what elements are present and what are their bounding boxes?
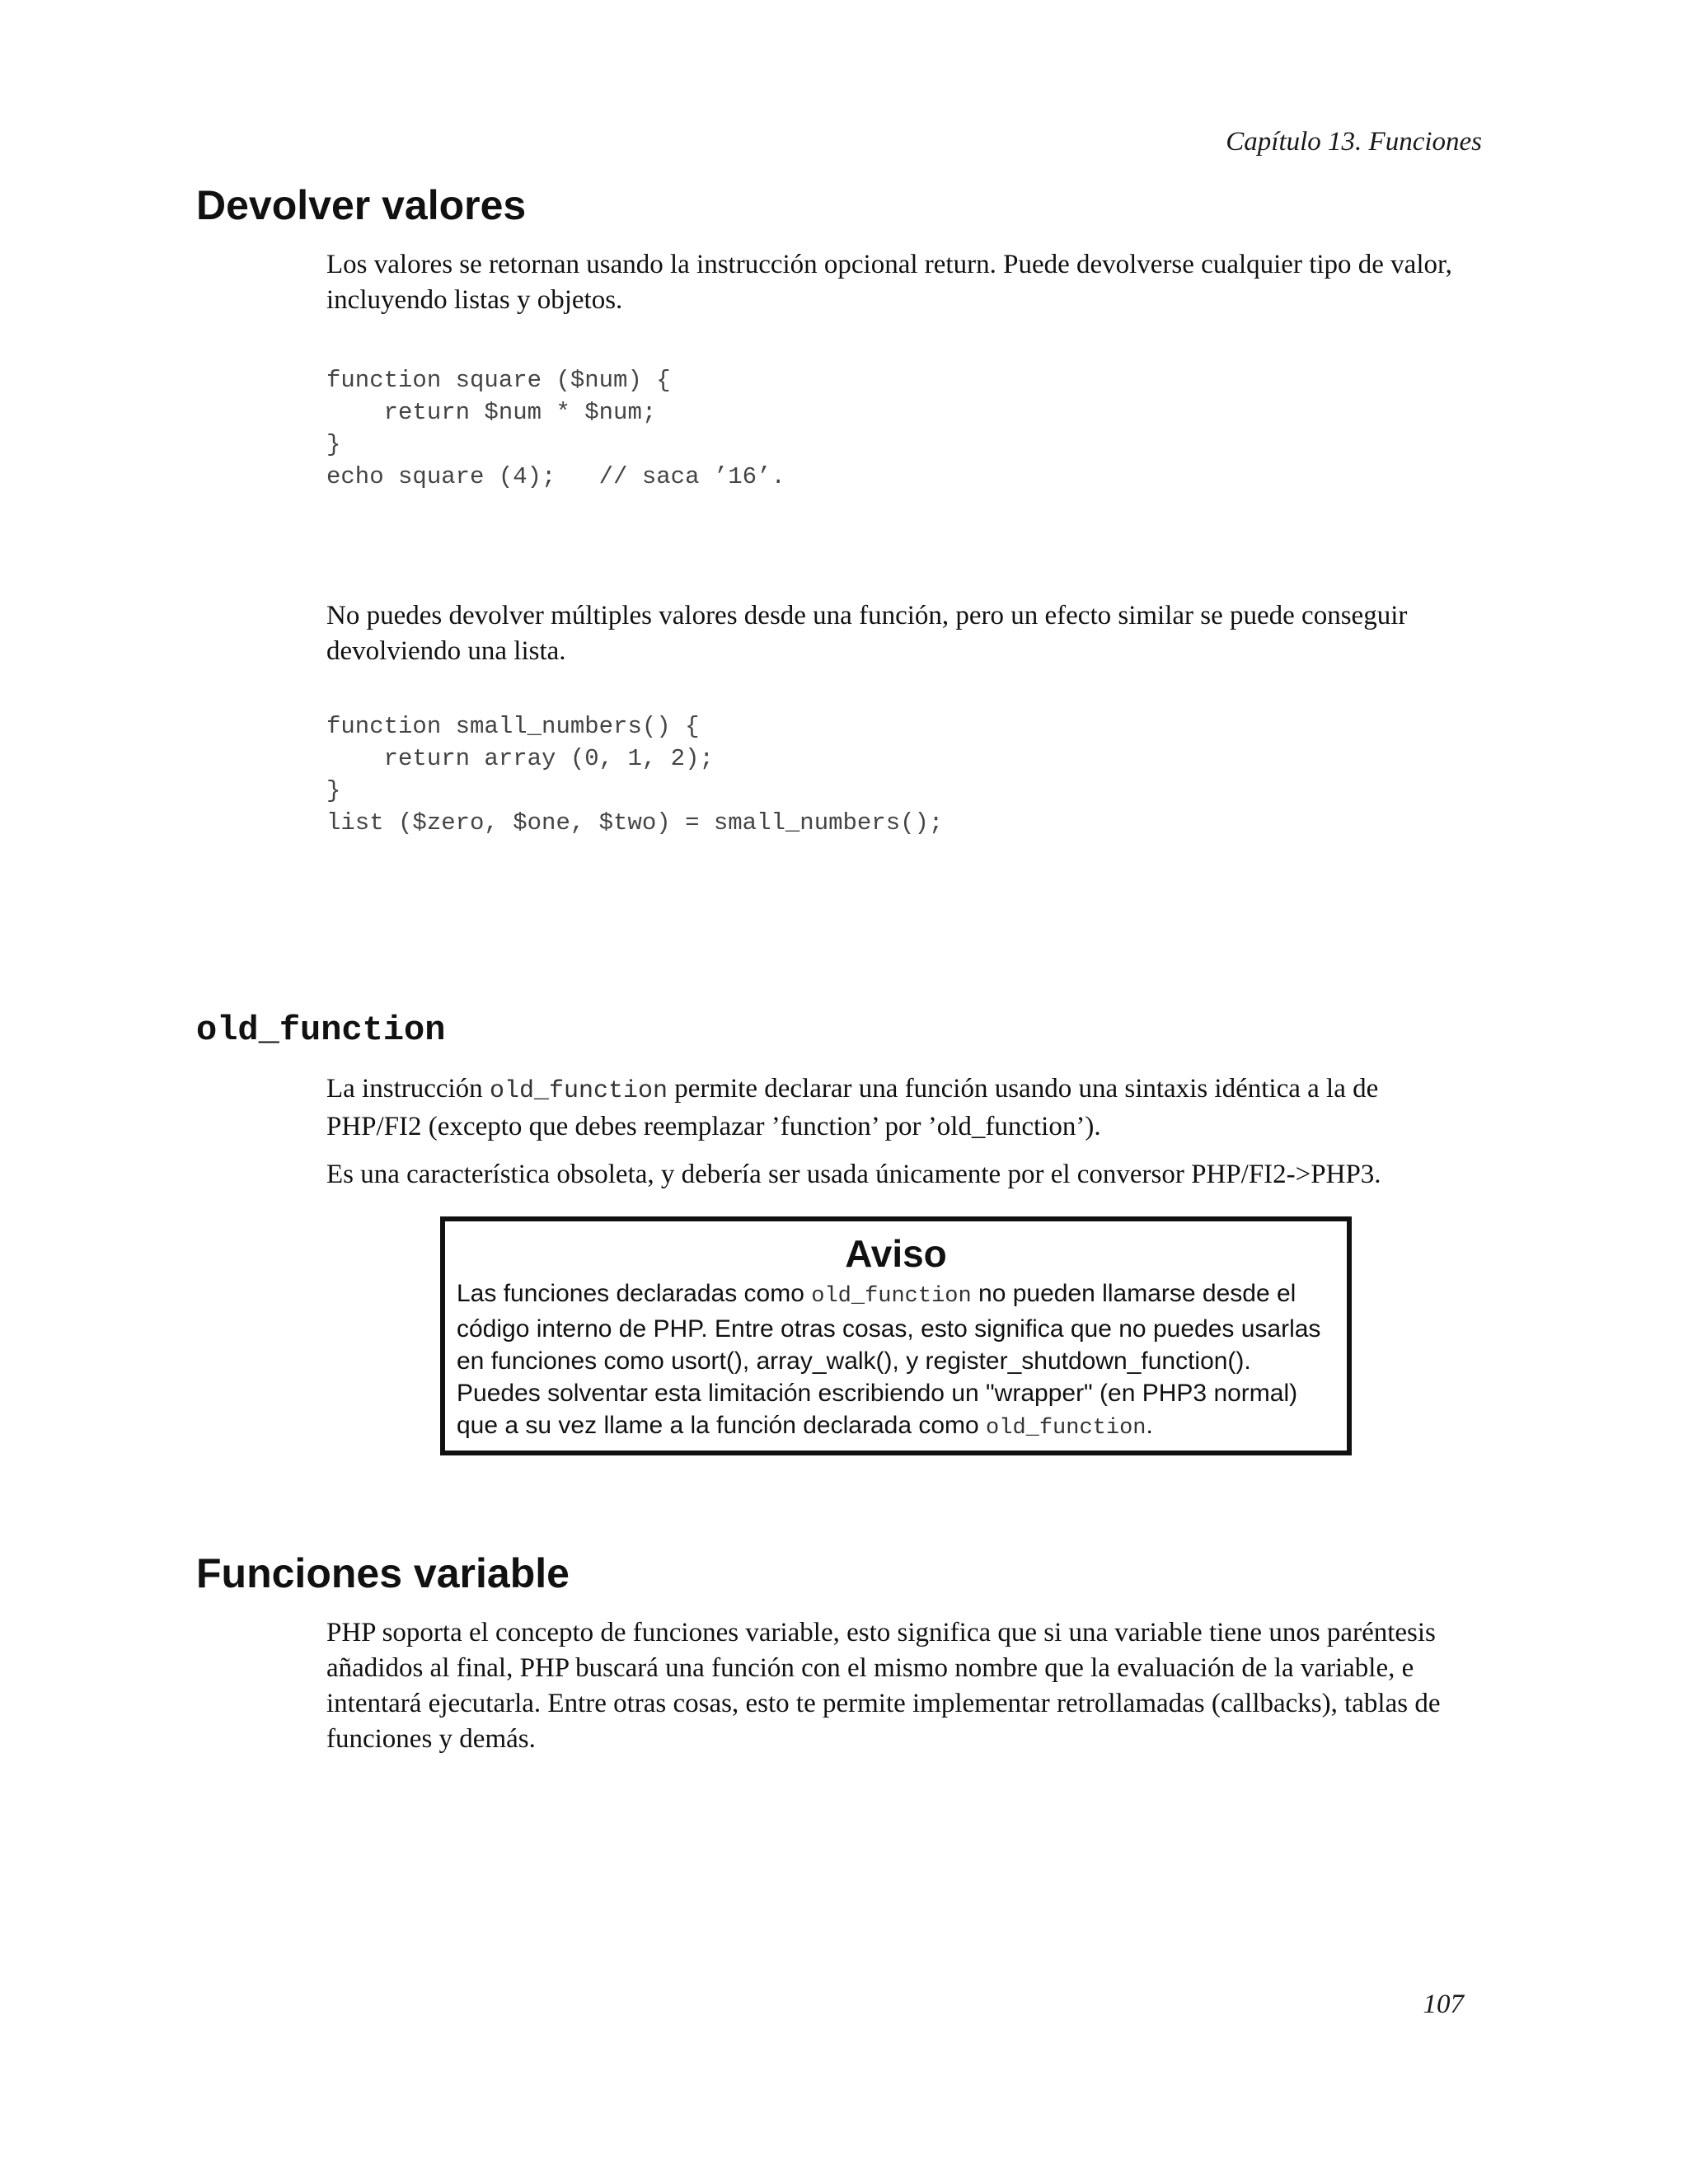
code-example-square: function square ($num) { return $num * $num; } echo square (4); // saca ’16’. <box>326 367 785 490</box>
old-function-para2: Es una característica obsoleta, y debería ser usada únicamente por el conversor PHP/FI2->PHP3. <box>326 1160 1381 1189</box>
returning-values-para2: No puedes devolver múltiples valores desde una función, pero un efecto similar se puede conseguir devolviendo una lista. <box>326 601 1408 666</box>
returning-values-intro: Los valores se retornan usando la instrucción opcional return. Puede devolverse cualquier tipo de valor, incluyendo listas y objetos. <box>326 250 1452 315</box>
warning-text-after: . <box>1146 1412 1153 1439</box>
warning-text <box>457 1277 1335 1445</box>
warning-text-middle: no pueden llamarse desde el código interno de PHP. Entre otras cosas, esto significa que no puedes usarlas en funciones como usort(), array_walk(), y register_shutdown_function(). Puedes solventar esta limitación escribiendo un "wrapper" (en PHP3 normal) que a su vez llame a la función declarada como <box>457 1280 1321 1439</box>
code-example-small-numbers: function small_numbers() { return array (0, 1, 2); } list ($zero, $one, $two) = small_numbers(); <box>326 713 944 837</box>
running-header: Capítulo 13. Funciones <box>1226 127 1482 157</box>
warning-title: Aviso <box>845 1232 947 1275</box>
warning-text-before: Las funciones declaradas como <box>457 1280 812 1307</box>
old-function-para1 <box>326 1071 1464 1145</box>
section-title-returning-values: Devolver valores <box>196 182 527 228</box>
section-title-variable-functions: Funciones variable <box>196 1550 570 1596</box>
warning-box <box>440 1216 1352 1455</box>
variable-functions-para1: PHP soporta el concepto de funciones variable, esto significa que si una variable tiene unos paréntesis añadidos al final, PHP buscará una función con el mismo nombre que la evaluación de la variable, e intentará ejecutarla. Entre otras cosas, esto te permite implementar retrollamadas (callbacks), tablas de funciones y demás. <box>326 1618 1441 1754</box>
old-function-para1-text-after: permite declarar una función usando una sintaxis idéntica a la de PHP/FI2 (excepto que debes reemplazar ’function’ por ’old_function’). <box>326 1074 1379 1141</box>
inline-code-old-function: old_function <box>489 1077 668 1105</box>
old-function-para1-text-before: La instrucción <box>326 1074 490 1104</box>
warning-inline-code-1: old_function <box>811 1284 972 1309</box>
section-title-old-function: old_function <box>196 1010 446 1050</box>
warning-inline-code-2: old_function <box>986 1416 1146 1441</box>
page-number: 107 <box>1423 1990 1464 2019</box>
